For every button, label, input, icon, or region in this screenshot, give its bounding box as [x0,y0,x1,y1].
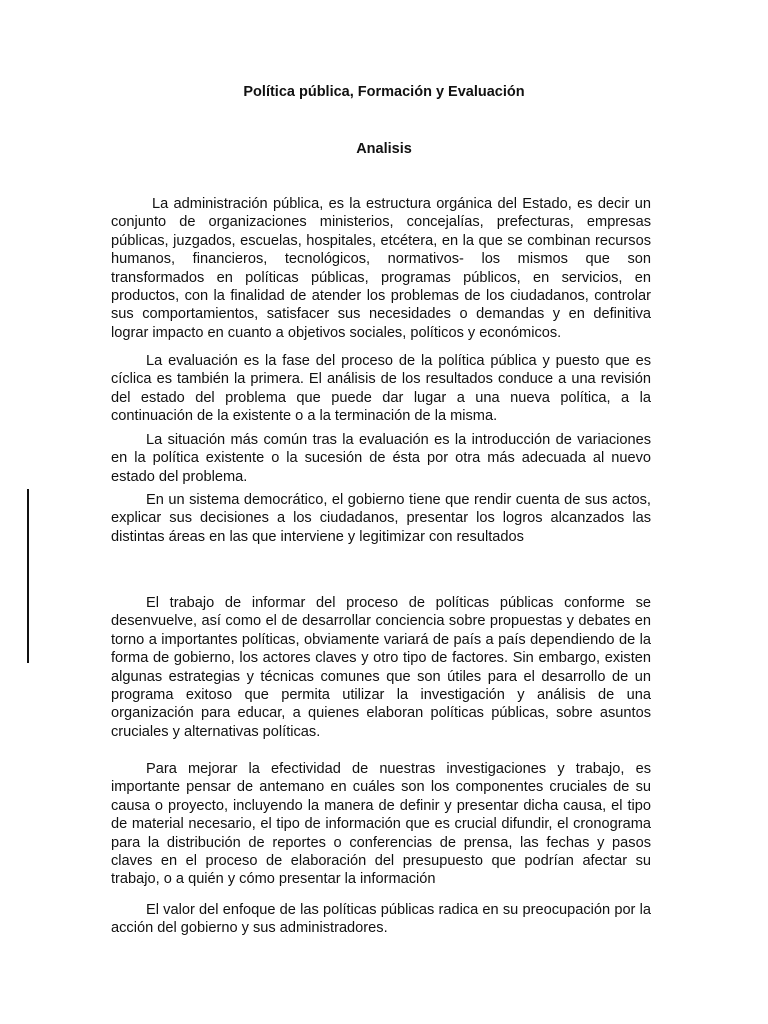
document-title: Política pública, Formación y Evaluación [243,84,525,100]
paragraph-evaluacion: La evaluación es la fase del proceso de la política pública y puesto que es cíclica es también la primera. El análisis de los resultados conduce a una revisión del estado del problema que puede dar lugar a una nueva política, a la continuación de la existente o a la terminación de la misma. [111,353,651,425]
document-subtitle: Analisis [356,141,412,157]
margin-change-bar [27,489,29,663]
paragraph-trabajo-informar: El trabajo de informar del proceso de políticas públicas conforme se desenvuelve, así como el de desarrollar conciencia sobre propuestas y debates en torno a importantes políticas, obviamente variará de país a país dependiendo de la forma de gobierno, los actores claves y otro tipo de factores. Sin embargo, existen algunas estrategias y técnicas comunes que son útiles para el desarrollo de un programa exitoso que permita utilizar la investigación y análisis de una organización para educar, a quienes elaboran políticas públicas, sobre asuntos cruciales y alternativas políticas. [111,595,651,740]
paragraph-mejorar-efectividad: Para mejorar la efectividad de nuestras investigaciones y trabajo, es importante pensar de antemano en cuáles son los componentes cruciales de su causa o proyecto, incluyendo la manera de definir y presentar dicha causa, el tipo de material necesario, el tipo de información que es crucial difundir, el cronograma para la distribución de reportes o conferencias de prensa, las fechas y pasos claves en el proceso de elaboración del presupuesto que podrían afectar su trabajo, o a quién y cómo presentar la información [111,761,651,888]
paragraph-sistema-democratico: En un sistema democrático, el gobierno tiene que rendir cuenta de sus actos, explicar sus decisiones a los ciudadanos, presentar los logros alcanzados las distintas áreas en las que interviene y legitimizar con resultados [111,492,651,545]
paragraph-valor-enfoque: El valor del enfoque de las políticas públicas radica en su preocupación por la acción del gobierno y sus administradores. [111,902,651,937]
paragraph-administracion: La administración pública, es la estructura orgánica del Estado, es decir un conjunto de organizaciones ministerios, concejalías, prefecturas, empresas públicas, juzgados, escuelas, hospitales, etcétera, en la que se combinan recursos humanos, financieros, tecnológicos, normativos- los mismos que son transformados en políticas públicas, programas públicos, en servicios, en productos, con la finalidad de atender los problemas de los ciudadanos, controlar sus comportamientos, satisfacer sus necesidades o demandas y en definitiva lograr impacto en cuanto a objetivos sociales, políticos y económicos. [111,196,651,341]
paragraph-situacion: La situación más común tras la evaluación es la introducción de variaciones en la política existente o la sucesión de ésta por otra más adecuada al nuevo estado del problema. [111,432,651,485]
